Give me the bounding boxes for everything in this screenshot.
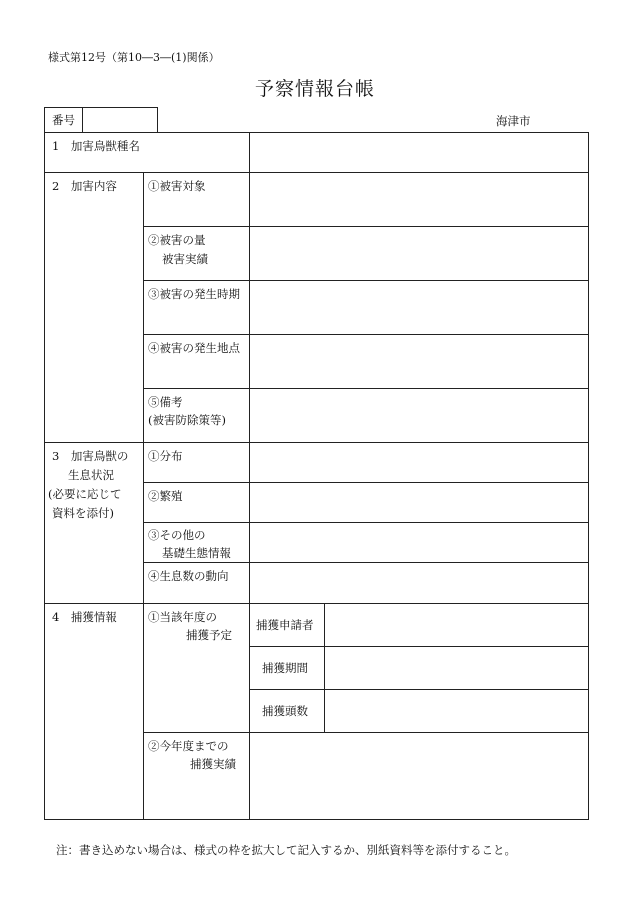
row4-label: 4 捕獲情報 bbox=[52, 610, 117, 624]
footnote: 注：書き込めない場合は、様式の枠を拡大して記入するか、別紙資料等を添付すること。 bbox=[56, 843, 516, 857]
damage-amount-label: ②被害の量 bbox=[148, 233, 206, 247]
row1-label: 1 加害鳥獣種名 bbox=[52, 139, 140, 153]
row3-label-line3: (必要に応じて bbox=[48, 487, 122, 501]
capture-applicant-value[interactable] bbox=[326, 605, 587, 645]
population-trend-value[interactable] bbox=[251, 564, 587, 602]
city-name: 海津市 bbox=[496, 114, 531, 128]
capture-record-label: ②今年度までの bbox=[148, 739, 229, 753]
capture-plan-label: ①当該年度の bbox=[148, 610, 217, 624]
capture-count-value[interactable] bbox=[326, 691, 587, 731]
row3-label-line2: 生息状況 bbox=[68, 468, 114, 482]
number-label: 番号 bbox=[52, 113, 75, 127]
breeding-value[interactable] bbox=[251, 484, 587, 521]
row2-label: 2 加害内容 bbox=[52, 179, 117, 193]
capture-applicant-label: 捕獲申請者 bbox=[256, 618, 314, 632]
page-title: 予察情報台帳 bbox=[254, 78, 375, 100]
remarks-label: ⑤備考 bbox=[148, 395, 183, 409]
damage-target-value[interactable] bbox=[251, 174, 587, 225]
row1-value[interactable] bbox=[251, 134, 587, 171]
capture-record-sub-label: 捕獲実績 bbox=[190, 757, 236, 771]
remarks-sub-label: (被害防除策等) bbox=[148, 413, 226, 427]
capture-period-value[interactable] bbox=[326, 648, 587, 688]
capture-plan-sub-label: 捕獲予定 bbox=[186, 628, 232, 642]
ecology-value[interactable] bbox=[251, 524, 587, 561]
damage-location-label: ④被害の発生地点 bbox=[148, 341, 240, 355]
capture-count-label: 捕獲頭数 bbox=[262, 704, 308, 718]
damage-location-value[interactable] bbox=[251, 336, 587, 387]
damage-time-value[interactable] bbox=[251, 282, 587, 333]
remarks-value[interactable] bbox=[251, 390, 587, 441]
row3-label-line1: 3 加害鳥獣の bbox=[52, 449, 129, 463]
damage-amount-value[interactable] bbox=[251, 228, 587, 279]
form-reference: 様式第12号（第10―3―(1)関係） bbox=[48, 51, 220, 64]
row3-label-line4: 資料を添付) bbox=[52, 506, 114, 520]
distribution-label: ①分布 bbox=[148, 449, 183, 463]
capture-period-label: 捕獲期間 bbox=[262, 661, 308, 675]
population-trend-label: ④生息数の動向 bbox=[148, 569, 229, 583]
distribution-value[interactable] bbox=[251, 444, 587, 481]
damage-record-label: 被害実績 bbox=[162, 252, 208, 266]
capture-record-value[interactable] bbox=[251, 734, 587, 818]
breeding-label: ②繁殖 bbox=[148, 489, 183, 503]
ecology-label: ③その他の bbox=[148, 528, 206, 542]
damage-target-label: ①被害対象 bbox=[148, 179, 206, 193]
ecology-sub-label: 基礎生態情報 bbox=[162, 546, 231, 560]
number-input[interactable] bbox=[84, 109, 156, 131]
damage-time-label: ③被害の発生時期 bbox=[148, 287, 240, 301]
